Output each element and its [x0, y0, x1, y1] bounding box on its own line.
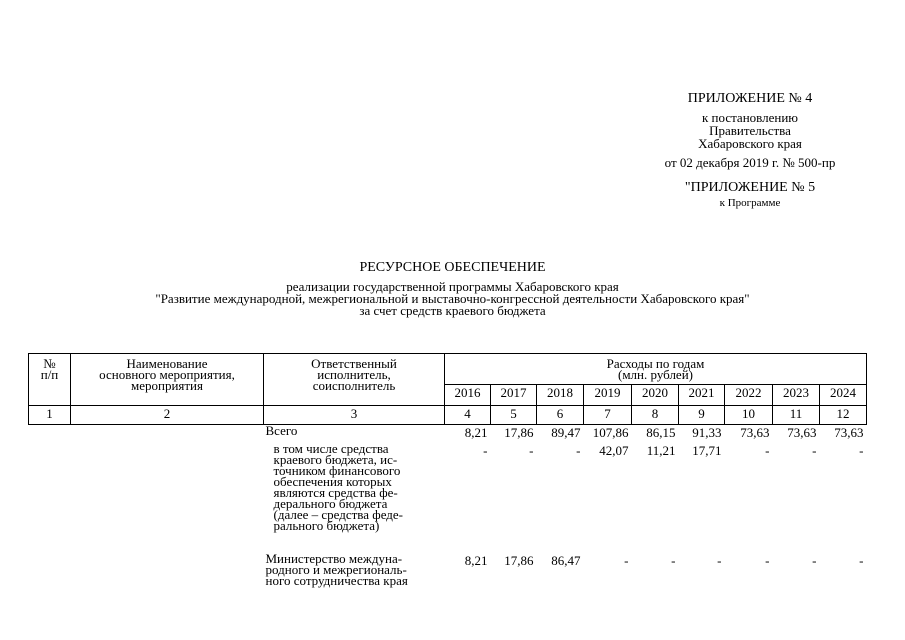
value-cell: 73,63 [740, 425, 770, 440]
value-cell: - [529, 442, 534, 458]
value-cell: 86,47 [551, 552, 581, 568]
year-header: 2020 [632, 385, 679, 406]
column-number-cell: 12 [820, 406, 867, 425]
value-cell: 107,86 [592, 425, 629, 440]
executor-cell [264, 550, 445, 588]
col-header-number: № п/п [29, 354, 71, 406]
label-line: в том числе средства [273, 440, 389, 456]
appendix-line: к постановлению [701, 110, 799, 125]
year-header: 2022 [725, 385, 773, 406]
value-cell: - [859, 552, 864, 568]
subtitle-line: "Развитие международной, межрегиональной и выставочно-конгрессной деятельности Хабаровского края" [155, 291, 750, 306]
appendix-title-2: "ПРИЛОЖЕНИЕ № 5 [684, 180, 816, 195]
document-subtitle [0, 281, 905, 317]
label-line: Министерство междуна- [265, 550, 403, 566]
label-line: являются средства фе- [273, 484, 398, 500]
label-line: родного и межрегиональ- [265, 561, 407, 577]
column-number-cell: 10 [725, 406, 773, 425]
column-number-cell: 9 [679, 406, 725, 425]
column-number-cell: 6 [537, 406, 584, 425]
label-line: обеспечения которых [273, 473, 392, 489]
executor-cell [264, 425, 445, 443]
label-line: рального бюджета) [273, 517, 380, 533]
subtitle-line: реализации государственной программы Хабаровского края [286, 279, 619, 294]
value-cell: 17,71 [692, 442, 722, 458]
column-number-cell: 8 [632, 406, 679, 425]
value-cell: - [576, 442, 581, 458]
column-number-cell: 11 [773, 406, 820, 425]
value-cell: - [717, 552, 722, 568]
column-number-cell: 4 [445, 406, 491, 425]
appendix-title: ПРИЛОЖЕНИЕ № 4 [687, 91, 813, 106]
col-header-executor: Ответственный исполнитель, соисполнитель [264, 354, 445, 406]
value-cell: 8,21 [464, 425, 488, 440]
appendix-reference [640, 111, 860, 150]
table-row [29, 425, 867, 443]
number-cell [29, 425, 71, 443]
value-cell: 42,07 [599, 442, 629, 458]
year-header: 2024 [820, 385, 867, 406]
value-cell: 73,63 [787, 425, 817, 440]
name-cell [71, 425, 264, 443]
column-number-cell: 7 [584, 406, 632, 425]
year-header: 2019 [584, 385, 632, 406]
value-cell: - [624, 552, 629, 568]
value-cell: 17,86 [504, 552, 534, 568]
value-cell: - [765, 442, 770, 458]
appendix-sub-2: к Программе [719, 197, 781, 209]
column-number-cell: 3 [264, 406, 445, 425]
value-cell: - [765, 552, 770, 568]
column-number-cell: 2 [71, 406, 264, 425]
label-line: точником финансового [273, 462, 401, 478]
table-row [29, 443, 867, 553]
value-cell: 11,21 [646, 442, 676, 458]
value-cell: - [812, 442, 817, 458]
value-cell: 73,63 [834, 425, 864, 440]
subtitle-line: за счет средств краевого бюджета [359, 303, 546, 318]
label-line: (далее – средства феде- [273, 506, 404, 522]
label-line: дерального бюджета [273, 495, 388, 511]
value-cell: - [483, 442, 488, 458]
resource-table [28, 353, 867, 586]
label-line: краевого бюджета, ис- [273, 451, 398, 467]
number-cell [29, 443, 71, 553]
label-line: ного сотрудничества края [265, 572, 408, 588]
col-header-name: Наименование основного мероприятия, мероприятия [71, 354, 264, 406]
year-header: 2021 [679, 385, 725, 406]
executor-cell [264, 440, 445, 553]
year-header: 2017 [491, 385, 537, 406]
appendix-line: Хабаровского края [698, 136, 802, 151]
value-cell: - [859, 442, 864, 458]
column-number-cell: 5 [491, 406, 537, 425]
document-title: РЕСУРСНОЕ ОБЕСПЕЧЕНИЕ [359, 260, 546, 275]
col-header-expenses: Расходы по годам (млн. рублей) [445, 354, 867, 385]
appendix-line: Правительства [709, 123, 791, 138]
value-cell: 91,33 [692, 425, 722, 440]
value-cell: 17,86 [504, 425, 534, 440]
name-cell [71, 553, 264, 586]
year-header: 2023 [773, 385, 820, 406]
value-cell: - [812, 552, 817, 568]
value-cell: - [671, 552, 676, 568]
year-header: 2018 [537, 385, 584, 406]
table-row [29, 553, 867, 586]
number-cell [29, 553, 71, 586]
value-cell: 86,15 [646, 425, 676, 440]
label-line: Всего [265, 423, 298, 438]
appendix-date: от 02 декабря 2019 г. № 500-пр [664, 155, 836, 170]
name-cell [71, 443, 264, 553]
year-header: 2016 [445, 385, 491, 406]
value-cell: 89,47 [551, 425, 581, 440]
value-cell: 8,21 [464, 552, 488, 568]
column-number-cell: 1 [29, 406, 71, 425]
